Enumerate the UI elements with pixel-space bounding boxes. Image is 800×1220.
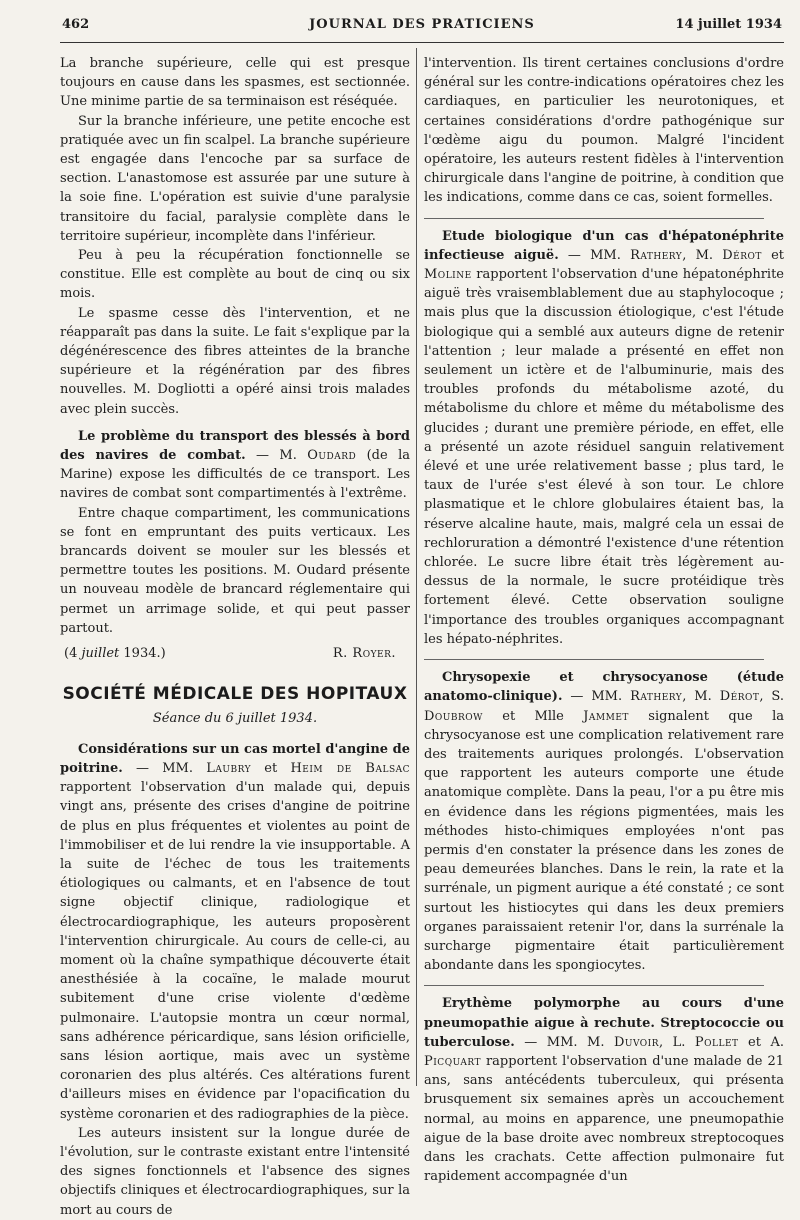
author-name: Heim de Balsac: [290, 760, 410, 776]
author-name: Pollet: [694, 1034, 739, 1050]
author-name: Dérot: [719, 689, 760, 705]
signature-author: R. Royer.: [332, 646, 396, 662]
paragraph: Sur la branche inférieure, une petite encoche est pratiquée avec un fin scalpel. La branche supérieure est engagée dans l'encoche par sa surface de section. L'anastomose est assurée par une suture à la soie fine. L'opération est suivie d'une paralysie transitoire du facial, paralysie complète dans le territoire supérieur, incomplète dans l'inférieur.: [60, 113, 410, 244]
signature-date: [64, 644, 166, 663]
article-body: rapportent l'observation d'une malade de 21 ans, sans antécédents tuberculeux, qui présenta brusquement six semaines après un accouchement normal, au moins en apparence, une pneumopathie aigue de la base droite avec nombreux streptocoques dans les crachats. Cette affection pulmonaire fut rapidement accompagnée d'un: [424, 1053, 784, 1185]
author-name: Rathery: [630, 247, 683, 263]
article-title: Le problème du transport des blessés à bord des navires de combat.: [60, 428, 410, 464]
author-name: Doubrow: [424, 708, 483, 724]
article-title: Erythème polymorphe au cours d'une pneumopathie aigue à rechute. Streptococcie ou tuberculose.: [424, 996, 784, 1050]
date-month: juillet: [81, 646, 120, 662]
article-chrysopexie: [424, 668, 784, 975]
society-heading: SOCIÉTÉ MÉDICALE DES HOPITAUX: [62, 684, 408, 705]
right-column: [424, 54, 784, 1186]
article-body: rapportent l'observation d'un malade qui, depuis vingt ans, présente des crises d'angine de poitrine de plus en plus fréquentes et violentes au point de l'immobiliser et de lui rendre la vie insupportable. A la suite de l'échec de tous les traitements étiologiques ou calmants, et en l'absence de tout signe objectif clinique, radiologique et électrocardiographique, les auteurs proposèrent l'intervention chirurgicale. Au cours de celle-ci, au moment où la chaîne sympathique découverte était anesthésiée à la cocaïne, le malade mourut subitement d'une crise violente d'œdème pulmonaire. L'autopsie montra un cœur normal, sans adhérence péricardique, sans lésion orificielle, sans lésion aortique, mais avec un système coronarien des plus altérés. Ces altérations furent d'ailleurs mises en évidence par l'opacification du système coronarien et des radiographies de la pièce.: [60, 780, 410, 1122]
article-body: signalent que la chrysocyanose est une complication relativement rare des traitements auriques prolongés. L'observation que rapportent les auteurs comporte une étude anatomique complète. Dans la peau, l'or a pu être mis en évidence dans les régions pigmentées, mais les méthodes histo-chimiques employées n'ont pas permis d'en constater la présence dans les zones de peau demeurées blanches. Dans le rein, la rate et la surrénale, un pigment aurique a été constaté ; ce sont surtout les histiocytes qui dans les deux premiers organes paraissaient retenir l'or, dans la surrénale la surcharge pigmentaire était particulièrement abondante dans les spongiocytes.: [424, 708, 784, 974]
author-name: Picquart: [424, 1053, 481, 1069]
byline-text: — M.: [245, 448, 308, 464]
byline-text: , M.: [682, 689, 720, 705]
byline-text: , M.: [682, 247, 723, 263]
byline-text: et A.: [738, 1034, 784, 1050]
byline-text: — MM.: [558, 247, 631, 263]
author-name: Rathery: [630, 689, 683, 705]
article-body: (de la Marine) expose les difficultés de ce transport. Les navires de combat sont compartimentés à l'extrême.: [60, 448, 410, 502]
paragraph: Le spasme cesse dès l'intervention, et ne réapparaît pas dans la suite. Le fait s'explique par la dégénérescence des fibres atteintes de la branche supérieure et la régénération par des fibres nouvelles. M. Dogliotti a opéré ainsi trois malades avec plein succès.: [60, 305, 410, 417]
article-hepatonephrite: [424, 227, 784, 649]
page-number: 462: [62, 17, 90, 32]
date-open: (4: [64, 646, 82, 662]
article-separator: [424, 659, 764, 660]
article-title: Considérations sur un cas mortel d'angine de poitrine.: [60, 741, 410, 776]
author-name: Moline: [424, 267, 472, 283]
article-separator: [424, 985, 764, 986]
article-separator: [424, 218, 764, 219]
article-angine-poitrine: [60, 740, 410, 1124]
header-rule: [60, 42, 784, 43]
column-divider: [416, 48, 417, 1086]
article-erytheme: [424, 994, 784, 1186]
byline-text: et: [251, 760, 291, 776]
running-head: [62, 17, 782, 37]
author-name: Jammet: [583, 708, 629, 724]
byline-text: — MM. M.: [514, 1034, 614, 1050]
issue-date: 14 juillet 1934: [675, 17, 782, 32]
paragraph: l'intervention. Ils tirent certaines conclusions d'ordre général sur les contre-indications opératoires chez les cardiaques, en particulier les neurotoniques, et certaines considérations d'ordre pathogénique sur l'œdème aigu du poumon. Malgré l'incident opératoire, les auteurs restent fidèles à l'intervention chirurgicale dans l'angine de poitrine, à condition que les indications, comme dans ce cas, soient formelles.: [424, 56, 784, 206]
byline-text: et Mlle: [482, 708, 584, 724]
paragraph: Entre chaque compartiment, les communications se font en empruntant des puits verticaux. Les brancards doivent se mouler sur les blessés et permettre toutes les positions. M. Oudard présente un nouveau modèle de brancard réglementaire qui permet un arrimage solide, et qui peut passer partout.: [60, 505, 410, 636]
byline-text: — MM.: [562, 689, 631, 705]
signature-line: [60, 644, 410, 663]
author-name: Oudard: [307, 448, 357, 464]
author-name: Laubry: [206, 760, 252, 776]
seance-date: Séance du 6 juillet 1934.: [152, 710, 318, 726]
byline-text: — MM.: [122, 760, 207, 776]
author-name: Duvoir: [613, 1034, 660, 1050]
byline-text: et: [761, 247, 785, 263]
article-title: Etude biologique d'un cas d'hépatonéphrite infectieuse aiguë.: [424, 228, 784, 263]
byline-text: , L.: [659, 1034, 695, 1050]
article-transport-blesses: [60, 427, 410, 504]
article-title: Chrysopexie et chrysocyanose (étude anatomo-clinique).: [424, 670, 784, 705]
paragraph: La branche supérieure, celle qui est presque toujours en cause dans les spasmes, est sectionnée. Une minime partie de sa terminaison est réséquée.: [60, 56, 410, 110]
paragraph: Peu à peu la récupération fonctionnelle se constitue. Elle est complète au bout de cinq ou six mois.: [60, 248, 410, 302]
byline-text: , S.: [759, 689, 785, 705]
left-column: [60, 54, 410, 1220]
journal-title: JOURNAL DES PRATICIENS: [309, 17, 535, 32]
paragraph: Les auteurs insistent sur la longue durée de l'évolution, sur le contraste existant entre l'intensité des signes fonctionnels et l'absence des signes objectifs cliniques et électrocardiographiques, sur la mort au cours de: [60, 1125, 410, 1218]
article-body: rapportent l'observation d'une hépatonéphrite aiguë très vraisemblablement due au staphylocoque ; mais plus que la discussion étiologique, c'est l'étude biologique qui a semblé aux auteurs digne de retenir l'attention ; leur malade a présenté en effet non seulement un ictère et de l'albuminurie, mais des troubles profonds du métabolisme azoté, du métabolisme du chlore et même du métabolisme des glucides ; durant une première période, en effet, elle a présenté un azote résiduel sanguin relativement élevé et une urée relativement basse ; plus tard, le taux de l'urée s'est élevé à son tour. Le chlore plasmatique et le chlore globulaires étaient bas, la réserve alcaline haute, mais, malgré cela un essai de rechloruration a démontré l'existence d'une rétention chlorée. Le sucre libre était très légèrement au-dessus de la normale, le sucre protéidique très fortement élevé. Cette observation souligne l'importance des troubles organiques accompagnant les hépato-néphrites.: [424, 267, 784, 647]
date-close: 1934.): [119, 646, 166, 662]
author-name: Dérot: [722, 247, 762, 263]
